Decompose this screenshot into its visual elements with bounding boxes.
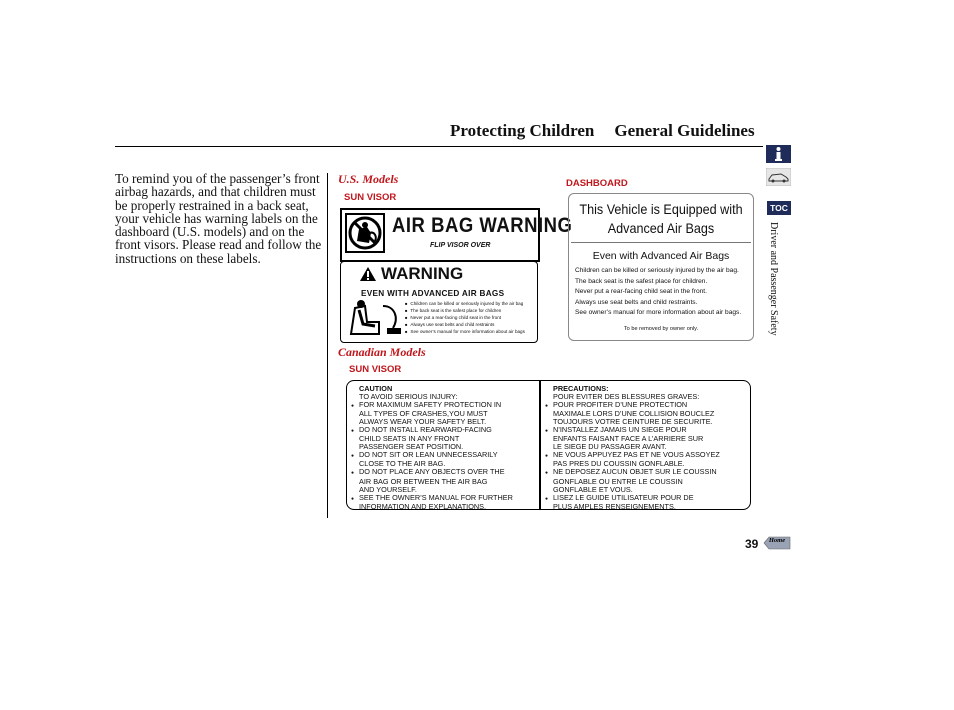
dashboard-label-items [575, 266, 741, 319]
precautions-text: ENFANTS FAISANT FACE A L’ARRIERE SUR [553, 434, 704, 444]
precautions-line [545, 503, 720, 511]
bullet-icon: ● [545, 470, 549, 477]
caution-text: ALWAYS WEAR YOUR SAFETY BELT. [359, 417, 487, 427]
dashboard-label-subtitle: Even with Advanced Air Bags [592, 250, 730, 262]
no-child-seat-icon [345, 213, 385, 253]
dashboard-label-item: The back seat is the safest place for children. [575, 277, 708, 285]
precautions-column [545, 385, 720, 511]
caution-text: CHILD SEATS IN ANY FRONT [359, 434, 460, 444]
precautions-text: N’INSTALLEZ JAMAIS UN SIEGE POUR [553, 425, 687, 435]
bullet-icon: ● [351, 495, 355, 502]
caution-text: INFORMATION AND EXPLANATIONS. [359, 501, 487, 511]
dashboard-airbag-label [568, 193, 754, 341]
warning-title: WARNING [381, 264, 464, 283]
bullet-icon: ● [351, 403, 355, 410]
bullet-icon: ● [545, 403, 549, 410]
dashboard-label-item: Always use seat belts and child restraints. [575, 298, 698, 306]
warning-item: ■ Children can be killed or seriously injured by the air bag [405, 300, 525, 307]
warning-label [340, 261, 538, 343]
dashboard-label-footer: To be removed by owner only. [623, 326, 699, 332]
canadian-visor-label [346, 380, 751, 510]
us-sun-visor-label: SUN VISOR [344, 192, 397, 203]
warning-subtitle: EVEN WITH ADVANCED AIR BAGS [361, 289, 505, 298]
precautions-text: PAS PRES DU COUSSIN GONFLABLE. [553, 459, 685, 469]
caution-line [351, 503, 513, 511]
warning-item: ■ The back seat is the safest place for children [405, 307, 525, 314]
caution-text: CLOSE TO THE AIR BAG. [359, 459, 446, 469]
dashboard-label-divider [571, 242, 751, 243]
precautions-text: NE VOUS APPUYEZ PAS ET NE VOUS ASSOYEZ [553, 450, 720, 460]
passenger-seat-icon [345, 298, 405, 338]
warning-item: ■ Never put a rear-facing child seat in the front [405, 314, 525, 321]
header-rule [115, 146, 763, 147]
bullet-icon: ● [545, 453, 549, 460]
precautions-subtitle: POUR EVITER DES BLESSURES GRAVES: [553, 392, 700, 402]
us-models-heading: U.S. Models [338, 172, 399, 186]
bullet-icon: ● [351, 428, 355, 435]
caution-title: CAUTION [359, 384, 393, 393]
section-title: Protecting Children [450, 121, 595, 140]
label-divider [539, 381, 541, 509]
precautions-text: LISEZ LE GUIDE UTILISATEUR POUR DE [553, 492, 694, 502]
precautions-list [545, 401, 720, 511]
flip-visor-text: FLIP VISOR OVER [430, 242, 491, 249]
precautions-text: TOUJOURS VOTRE CEINTURE DE SECURITE. [553, 417, 713, 427]
caution-text: AND YOURSELF. [359, 484, 417, 494]
caution-text: DO NOT PLACE ANY OBJECTS OVER THE [359, 467, 505, 477]
bullet-icon: ● [351, 470, 355, 477]
dashboard-label-item: See owner’s manual for more information about air bags. [575, 309, 742, 317]
bullet-icon: ● [545, 428, 549, 435]
home-button[interactable] [763, 536, 791, 550]
dashboard-label-item: Children can be killed or seriously injured by the air bag. [575, 267, 739, 274]
topic-title: General Guidelines [614, 121, 755, 140]
warning-items [405, 300, 525, 335]
intro-paragraph: To remind you of the passenger’s front airbag hazards, and that children must be properly restrained in a back seat, your vehicle has warning labels on the dashboard (U.S. models) and on the front visors. Please read and follow the instructions on these labels. [115, 171, 322, 266]
precautions-text: LE SIEGE DU PASSAGER AVANT. [553, 442, 667, 452]
precautions-title: PRECAUTIONS: [553, 384, 609, 393]
precautions-text: GONFLABLE ET VOUS. [553, 484, 633, 494]
warning-item: ■ See owner’s manual for more information about air bags [405, 328, 525, 335]
page-number: 39 [745, 537, 759, 551]
caution-subtitle: TO AVOID SERIOUS INJURY: [359, 392, 458, 402]
canadian-sun-visor-label: SUN VISOR [349, 364, 402, 375]
warning-triangle-icon [359, 266, 377, 282]
caution-text: FOR MAXIMUM SAFETY PROTECTION IN [359, 400, 502, 410]
precautions-text: MAXIMALE LORS D’UNE COLLISION BOUCLEZ [553, 409, 715, 419]
airbag-warning-label [340, 208, 573, 262]
caution-text: PASSENGER SEAT POSITION. [359, 442, 464, 452]
precautions-text: GONFLABLE OU ENTRE LE COUSSIN [553, 476, 683, 486]
precautions-text: PLUS AMPLES RENSEIGNEMENTS. [553, 501, 676, 511]
caution-text: DO NOT SIT OR LEAN UNNECESSARILY [359, 450, 498, 460]
page-header [450, 121, 755, 141]
dashboard-label-item: Never put a rear-facing child seat in the front. [575, 288, 707, 296]
home-label: Home [768, 537, 786, 544]
caution-list [351, 401, 513, 511]
column-divider [327, 173, 328, 518]
bullet-icon: ● [545, 495, 549, 502]
info-icon[interactable] [766, 145, 791, 163]
caution-text: ALL TYPES OF CRASHES,YOU MUST [359, 409, 488, 419]
dashboard-label-title: This Vehicle is Equipped with Advanced Air Bags [579, 201, 743, 236]
precautions-text: NE DEPOSEZ AUCUN OBJET SUR LE COUSSIN [553, 467, 717, 477]
toc-button[interactable]: TOC [767, 201, 791, 215]
caution-text: DO NOT INSTALL REARWARD-FACING [359, 425, 492, 435]
canadian-models-heading: Canadian Models [338, 345, 426, 359]
dashboard-label: DASHBOARD [566, 178, 628, 189]
warning-item: ■ Always use seat belts and child restraints [405, 321, 525, 328]
precautions-text: POUR PROFITER D’UNE PROTECTION [553, 400, 688, 410]
caution-text: SEE THE OWNER’S MANUAL FOR FURTHER [359, 492, 513, 502]
chapter-label[interactable]: Driver and Passenger Safety [768, 222, 779, 336]
car-icon[interactable] [766, 168, 791, 186]
airbag-warning-title: AIR BAG WARNING [392, 214, 573, 237]
caution-column [351, 385, 513, 511]
caution-text: AIR BAG OR BETWEEN THE AIR BAG [359, 476, 488, 486]
bullet-icon: ● [351, 453, 355, 460]
